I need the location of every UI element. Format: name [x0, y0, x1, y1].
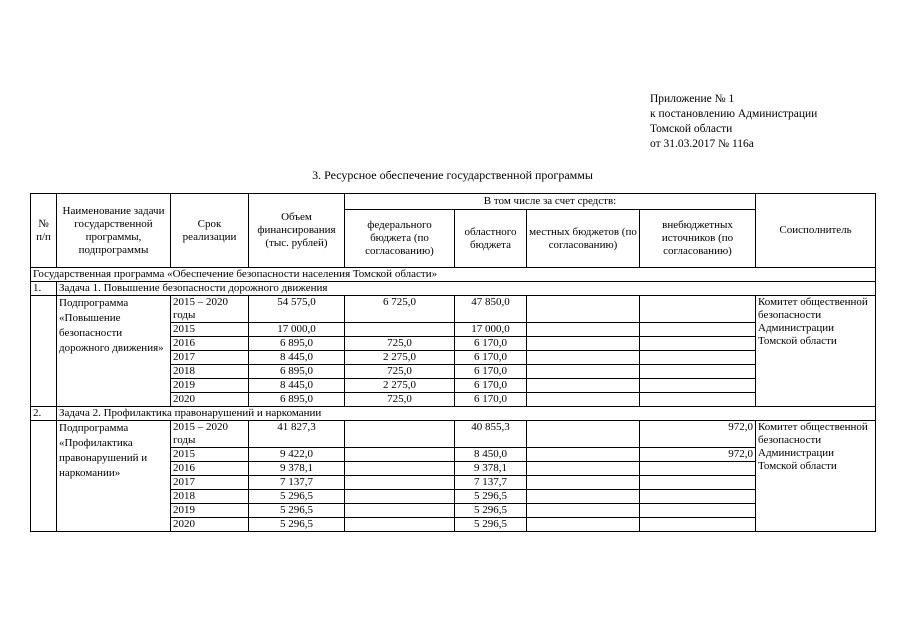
resource-table: [30, 193, 876, 532]
federal-cell: [345, 518, 455, 532]
local-cell: [527, 393, 640, 407]
extra-cell: [640, 490, 756, 504]
header-coexecutor: Соисполнитель: [756, 194, 876, 268]
task-title: Задача 1. Повышение безопасности дорожного движения: [57, 282, 876, 296]
regional-cell: 6 170,0: [455, 337, 527, 351]
regional-cell: 6 170,0: [455, 379, 527, 393]
regional-cell: 40 855,3: [455, 421, 527, 448]
regional-cell: 5 296,5: [455, 518, 527, 532]
local-cell: [527, 337, 640, 351]
coexecutor-cell: Комитет общественной безопасности Администрации Томской области: [756, 421, 876, 532]
federal-cell: [345, 421, 455, 448]
volume-cell: 6 895,0: [249, 337, 345, 351]
empty-num-cell: [31, 421, 57, 532]
local-cell: [527, 351, 640, 365]
regional-cell: 9 378,1: [455, 462, 527, 476]
table-row: [31, 296, 876, 323]
subprogram-name: Подпрограмма «Повышение безопасности дорожного движения»: [57, 296, 171, 407]
extra-cell: [640, 323, 756, 337]
federal-cell: [345, 476, 455, 490]
federal-cell: 725,0: [345, 393, 455, 407]
volume-cell: 5 296,5: [249, 504, 345, 518]
extra-cell: [640, 462, 756, 476]
local-cell: [527, 448, 640, 462]
federal-cell: [345, 462, 455, 476]
local-cell: [527, 379, 640, 393]
task-row: [31, 407, 876, 421]
regional-cell: 8 450,0: [455, 448, 527, 462]
federal-cell: 6 725,0: [345, 296, 455, 323]
regional-cell: 17 000,0: [455, 323, 527, 337]
volume-cell: 9 378,1: [249, 462, 345, 476]
regional-cell: 6 170,0: [455, 351, 527, 365]
header-num: № п/п: [31, 194, 57, 268]
volume-cell: 41 827,3: [249, 421, 345, 448]
federal-cell: 725,0: [345, 337, 455, 351]
header-name: Наименование задачи государственной программы, подпрограммы: [57, 194, 171, 268]
period-cell: 2015 – 2020 годы: [171, 421, 249, 448]
local-cell: [527, 323, 640, 337]
extra-cell: [640, 296, 756, 323]
volume-cell: 54 575,0: [249, 296, 345, 323]
local-cell: [527, 490, 640, 504]
period-cell: 2016: [171, 462, 249, 476]
appendix-line: к постановлению Администрации: [650, 108, 818, 120]
federal-cell: 725,0: [345, 365, 455, 379]
header-including: В том числе за счет средств:: [345, 194, 756, 210]
header-federal: федерального бюджета (по согласованию): [345, 210, 455, 268]
extra-cell: [640, 393, 756, 407]
header-extra: внебюджетных источников (по согласованию): [640, 210, 756, 268]
regional-cell: 5 296,5: [455, 504, 527, 518]
extra-cell: 972,0: [640, 448, 756, 462]
volume-cell: 7 137,7: [249, 476, 345, 490]
period-cell: 2016: [171, 337, 249, 351]
local-cell: [527, 462, 640, 476]
local-cell: [527, 365, 640, 379]
task-num: 1.: [31, 282, 57, 296]
appendix-line: Приложение № 1: [650, 93, 735, 105]
federal-cell: [345, 490, 455, 504]
volume-cell: 8 445,0: [249, 379, 345, 393]
period-cell: 2020: [171, 393, 249, 407]
extra-cell: [640, 504, 756, 518]
table-row: [31, 421, 876, 448]
header-regional: областного бюджета: [455, 210, 527, 268]
extra-cell: [640, 337, 756, 351]
empty-num-cell: [31, 296, 57, 407]
volume-cell: 6 895,0: [249, 365, 345, 379]
extra-cell: 972,0: [640, 421, 756, 448]
volume-cell: 9 422,0: [249, 448, 345, 462]
extra-cell: [640, 379, 756, 393]
local-cell: [527, 504, 640, 518]
period-cell: 2015 – 2020 годы: [171, 296, 249, 323]
federal-cell: [345, 448, 455, 462]
task-title: Задача 2. Профилактика правонарушений и наркомании: [57, 407, 876, 421]
page-title: 3. Ресурсное обеспечение государственной программы: [312, 168, 593, 182]
period-cell: 2015: [171, 323, 249, 337]
period-cell: 2019: [171, 379, 249, 393]
federal-cell: 2 275,0: [345, 351, 455, 365]
appendix-block: [650, 92, 817, 152]
volume-cell: 6 895,0: [249, 393, 345, 407]
federal-cell: 2 275,0: [345, 379, 455, 393]
extra-cell: [640, 476, 756, 490]
local-cell: [527, 421, 640, 448]
header-volume: Объем финансирования (тыс. рублей): [249, 194, 345, 268]
period-cell: 2017: [171, 476, 249, 490]
appendix-line: от 31.03.2017 № 116а: [650, 138, 754, 150]
local-cell: [527, 296, 640, 323]
federal-cell: [345, 504, 455, 518]
volume-cell: 8 445,0: [249, 351, 345, 365]
header-local: местных бюджетов (по согласованию): [527, 210, 640, 268]
program-row: [31, 268, 876, 282]
local-cell: [527, 518, 640, 532]
header-period: Срок реализации: [171, 194, 249, 268]
task-row: [31, 282, 876, 296]
extra-cell: [640, 518, 756, 532]
appendix-line: Томской области: [650, 123, 733, 135]
period-cell: 2018: [171, 490, 249, 504]
task-num: 2.: [31, 407, 57, 421]
period-cell: 2019: [171, 504, 249, 518]
coexecutor-cell: Комитет общественной безопасности Администрации Томской области: [756, 296, 876, 407]
volume-cell: 5 296,5: [249, 490, 345, 504]
federal-cell: [345, 323, 455, 337]
subprogram-name: Подпрограмма «Профилактика правонарушений и наркомании»: [57, 421, 171, 532]
period-cell: 2017: [171, 351, 249, 365]
volume-cell: 5 296,5: [249, 518, 345, 532]
regional-cell: 5 296,5: [455, 490, 527, 504]
local-cell: [527, 476, 640, 490]
volume-cell: 17 000,0: [249, 323, 345, 337]
period-cell: 2020: [171, 518, 249, 532]
extra-cell: [640, 365, 756, 379]
period-cell: 2015: [171, 448, 249, 462]
regional-cell: 6 170,0: [455, 365, 527, 379]
program-title: Государственная программа «Обеспечение безопасности населения Томской области»: [31, 268, 876, 282]
period-cell: 2018: [171, 365, 249, 379]
regional-cell: 7 137,7: [455, 476, 527, 490]
extra-cell: [640, 351, 756, 365]
regional-cell: 6 170,0: [455, 393, 527, 407]
regional-cell: 47 850,0: [455, 296, 527, 323]
